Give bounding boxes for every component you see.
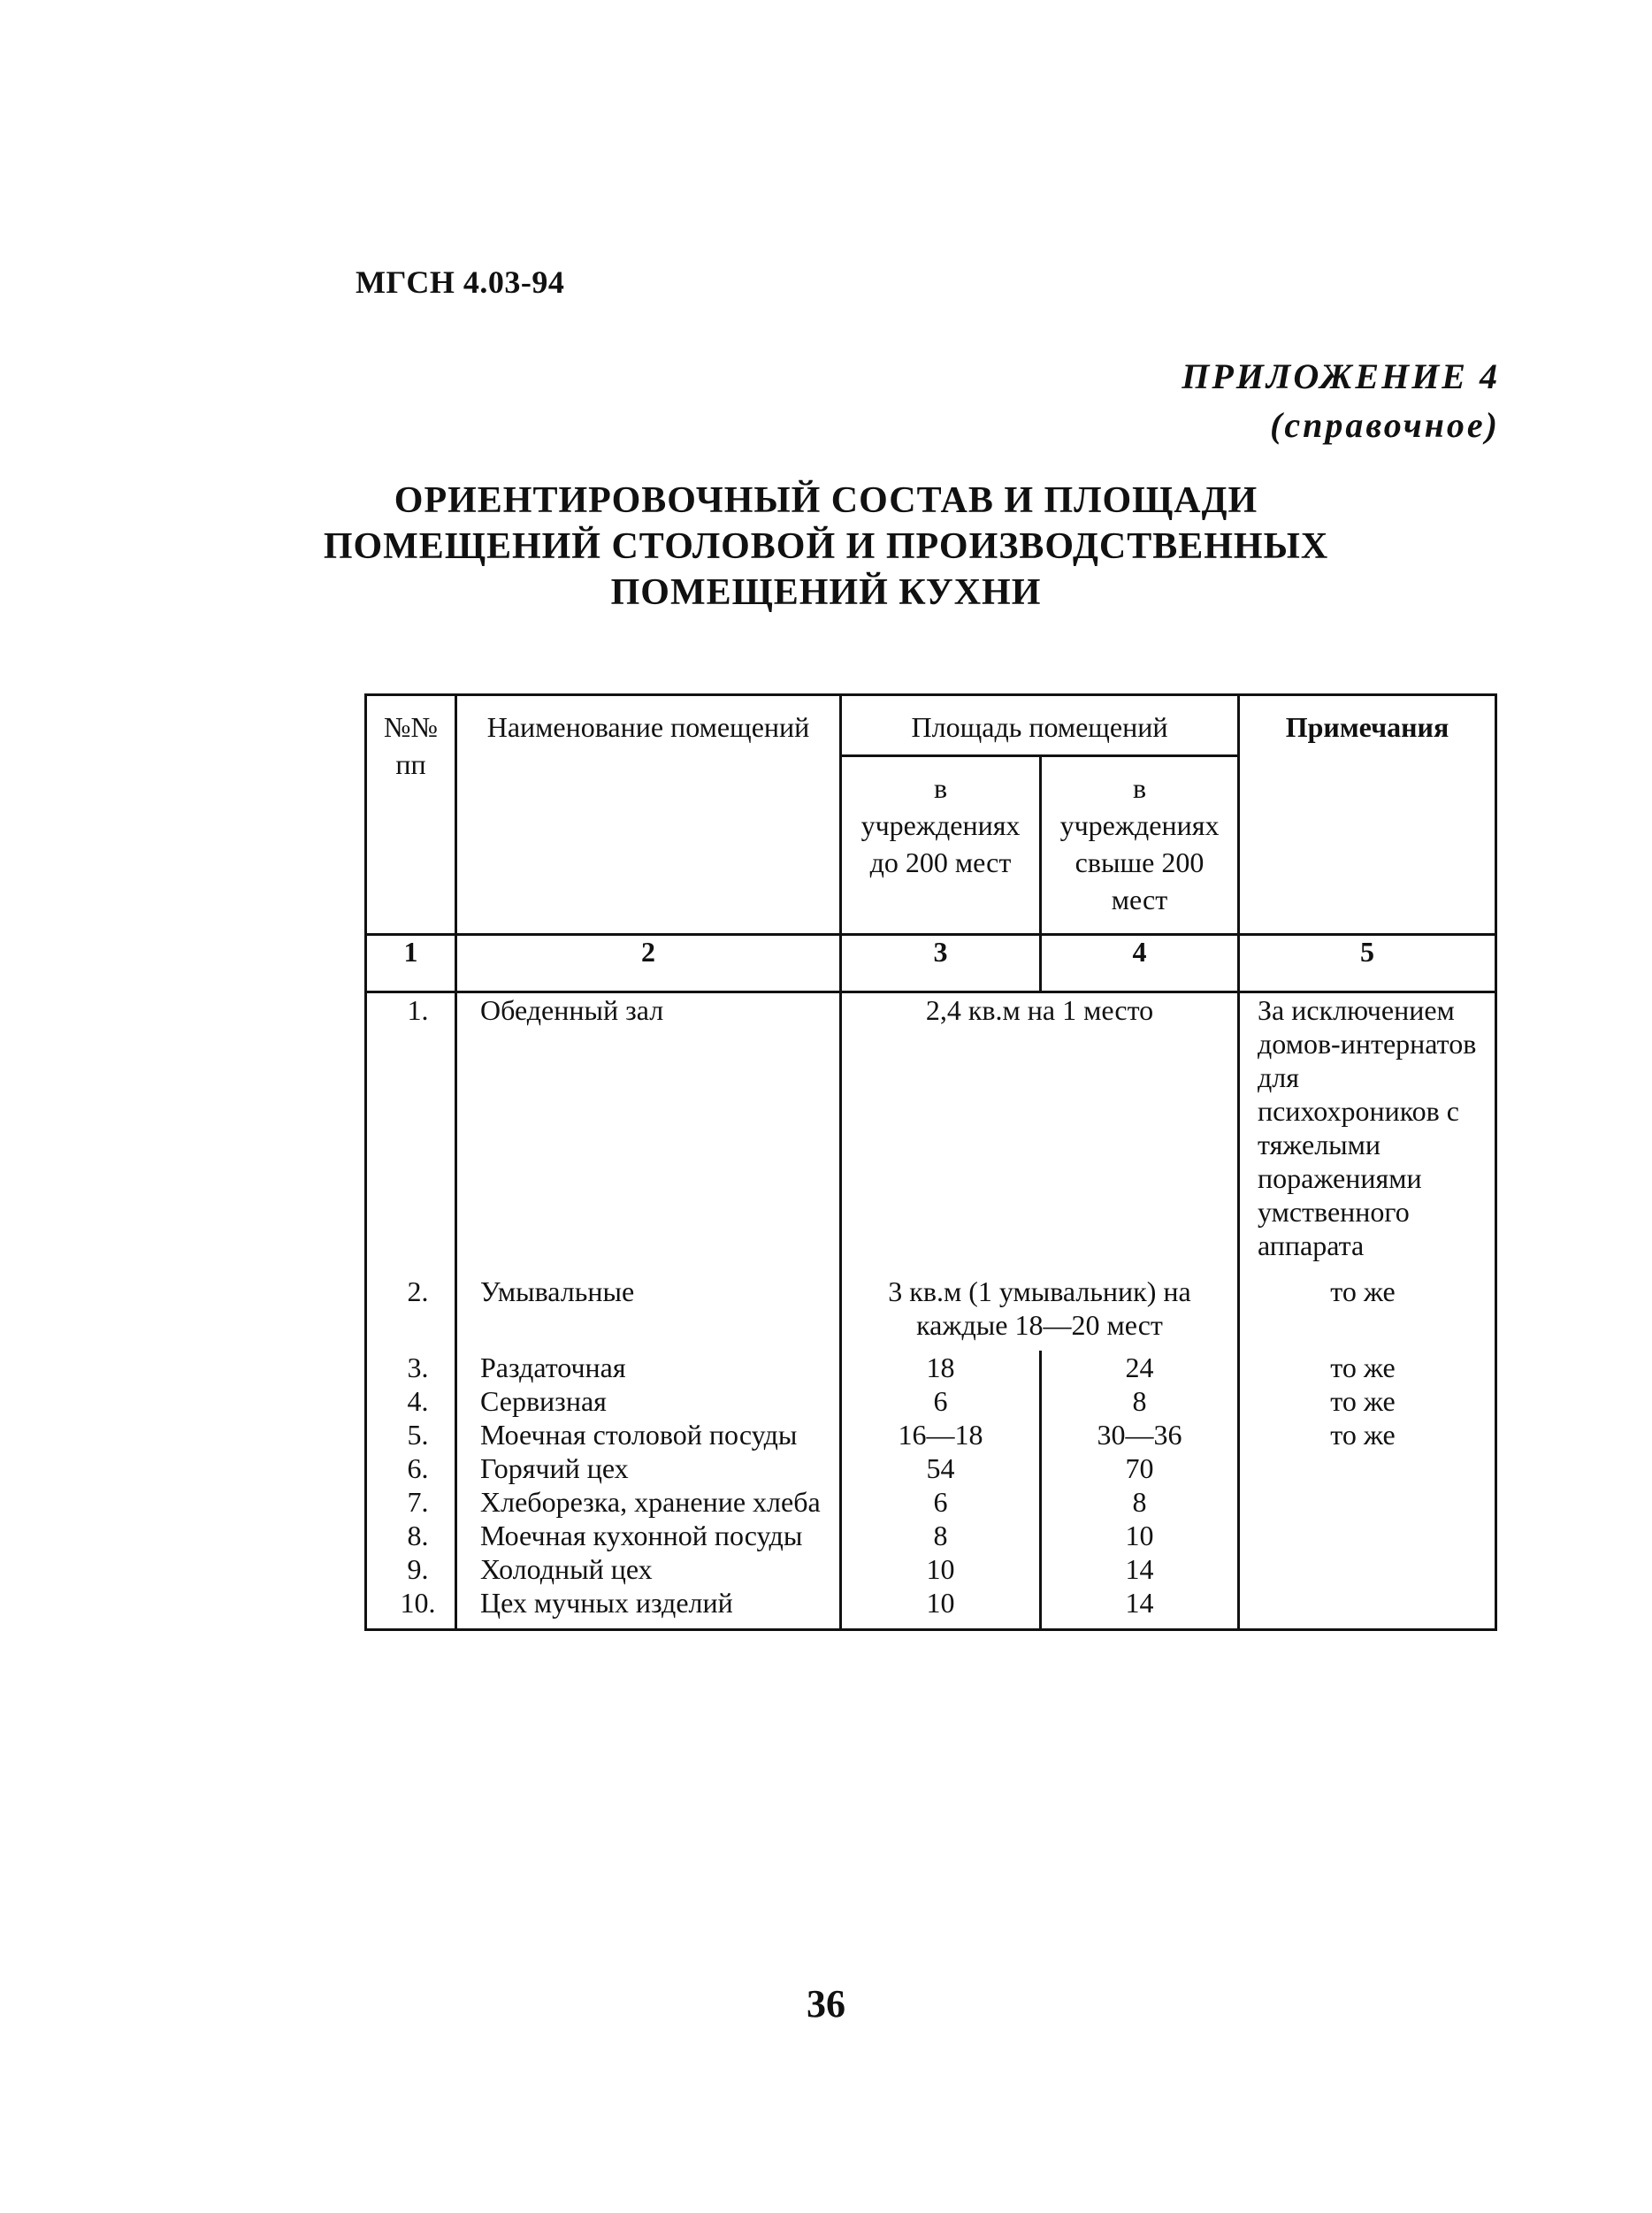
table-row [366, 1351, 1496, 1384]
rooms-area-table [364, 693, 1497, 1631]
room-name: Цех мучных изделий [456, 1586, 841, 1630]
room-name: Моечная кухонной посуды [456, 1519, 841, 1552]
area-small: 6 [841, 1485, 1041, 1519]
appendix-label [1182, 352, 1500, 449]
area-small: 54 [841, 1451, 1041, 1485]
area-small: 18 [841, 1351, 1041, 1384]
row-number: 4. [366, 1384, 456, 1418]
column-number: 5 [1239, 935, 1496, 992]
area-large: 24 [1041, 1351, 1239, 1384]
row-note [1239, 1485, 1496, 1519]
room-name: Хлеборезка, хранение хлеба [456, 1485, 841, 1519]
area-merged: 2,4 кв.м на 1 место [841, 992, 1239, 1275]
row-note [1239, 1519, 1496, 1552]
header-num: №№ пп [366, 695, 456, 935]
header-area-group: Площадь помещений [841, 695, 1239, 756]
area-small: 6 [841, 1384, 1041, 1418]
row-note: то же [1239, 1384, 1496, 1418]
area-small: 8 [841, 1519, 1041, 1552]
room-name: Моечная столовой посуды [456, 1418, 841, 1451]
area-large: 10 [1041, 1519, 1239, 1552]
row-note [1239, 1586, 1496, 1630]
title-line-2: ПОМЕЩЕНИЙ СТОЛОВОЙ И ПРОИЗВОДСТВЕННЫХ [323, 526, 1329, 567]
header-area-large: в учреждениях свыше 200 мест [1041, 756, 1239, 935]
page-number: 36 [807, 1982, 845, 2025]
table-row [366, 1552, 1496, 1586]
title-line-3: ПОМЕЩЕНИЙ КУХНИ [610, 572, 1042, 613]
row-number: 1. [366, 992, 456, 1275]
row-note: За исключением домов-интернатов для психохроников с тяжелыми поражениями умственного аппарата [1239, 992, 1496, 1275]
room-name: Раздаточная [456, 1351, 841, 1384]
document-code: МГСН 4.03-94 [356, 264, 565, 300]
area-small: 16—18 [841, 1418, 1041, 1451]
area-large: 14 [1041, 1552, 1239, 1586]
header-notes: Примечания [1239, 695, 1496, 935]
area-large: 70 [1041, 1451, 1239, 1485]
appendix-number: ПРИЛОЖЕНИЕ 4 [1182, 356, 1500, 396]
row-number: 2. [366, 1275, 456, 1351]
area-large: 14 [1041, 1586, 1239, 1630]
table-row [366, 992, 1496, 1275]
area-merged: 3 кв.м (1 умывальник) на каждые 18—20 мест [841, 1275, 1239, 1351]
header-name: Наименование помещений [456, 695, 841, 935]
row-number: 7. [366, 1485, 456, 1519]
area-large: 30—36 [1041, 1418, 1239, 1451]
row-note: то же [1239, 1351, 1496, 1384]
column-number: 3 [841, 935, 1041, 992]
area-large: 8 [1041, 1384, 1239, 1418]
table-row [366, 1384, 1496, 1418]
table-row [366, 1485, 1496, 1519]
row-number: 3. [366, 1351, 456, 1384]
area-small: 10 [841, 1586, 1041, 1630]
column-number: 2 [456, 935, 841, 992]
table-row [366, 1519, 1496, 1552]
room-name: Обеденный зал [456, 992, 841, 1275]
table-row [366, 1586, 1496, 1630]
row-note [1239, 1451, 1496, 1485]
appendix-type: (справочное) [1270, 405, 1500, 445]
row-number: 5. [366, 1418, 456, 1451]
title-line-1: ОРИЕНТИРОВОЧНЫЙ СОСТАВ И ПЛОЩАДИ [394, 480, 1258, 521]
column-number: 1 [366, 935, 456, 992]
area-small: 10 [841, 1552, 1041, 1586]
area-large: 8 [1041, 1485, 1239, 1519]
row-number: 9. [366, 1552, 456, 1586]
room-name: Умывальные [456, 1275, 841, 1351]
column-numbers-row [366, 935, 1496, 992]
row-note: то же [1239, 1418, 1496, 1451]
table-row [366, 1275, 1496, 1351]
row-note: то же [1239, 1275, 1496, 1351]
room-name: Сервизная [456, 1384, 841, 1418]
table-header-row [366, 695, 1496, 756]
row-number: 10. [366, 1586, 456, 1630]
column-number: 4 [1041, 935, 1239, 992]
table-row [366, 1418, 1496, 1451]
header-area-small: в учреждениях до 200 мест [841, 756, 1041, 935]
row-number: 6. [366, 1451, 456, 1485]
row-note [1239, 1552, 1496, 1586]
room-name: Горячий цех [456, 1451, 841, 1485]
page-title [0, 478, 1652, 616]
table-row [366, 1451, 1496, 1485]
row-number: 8. [366, 1519, 456, 1552]
room-name: Холодный цех [456, 1552, 841, 1586]
